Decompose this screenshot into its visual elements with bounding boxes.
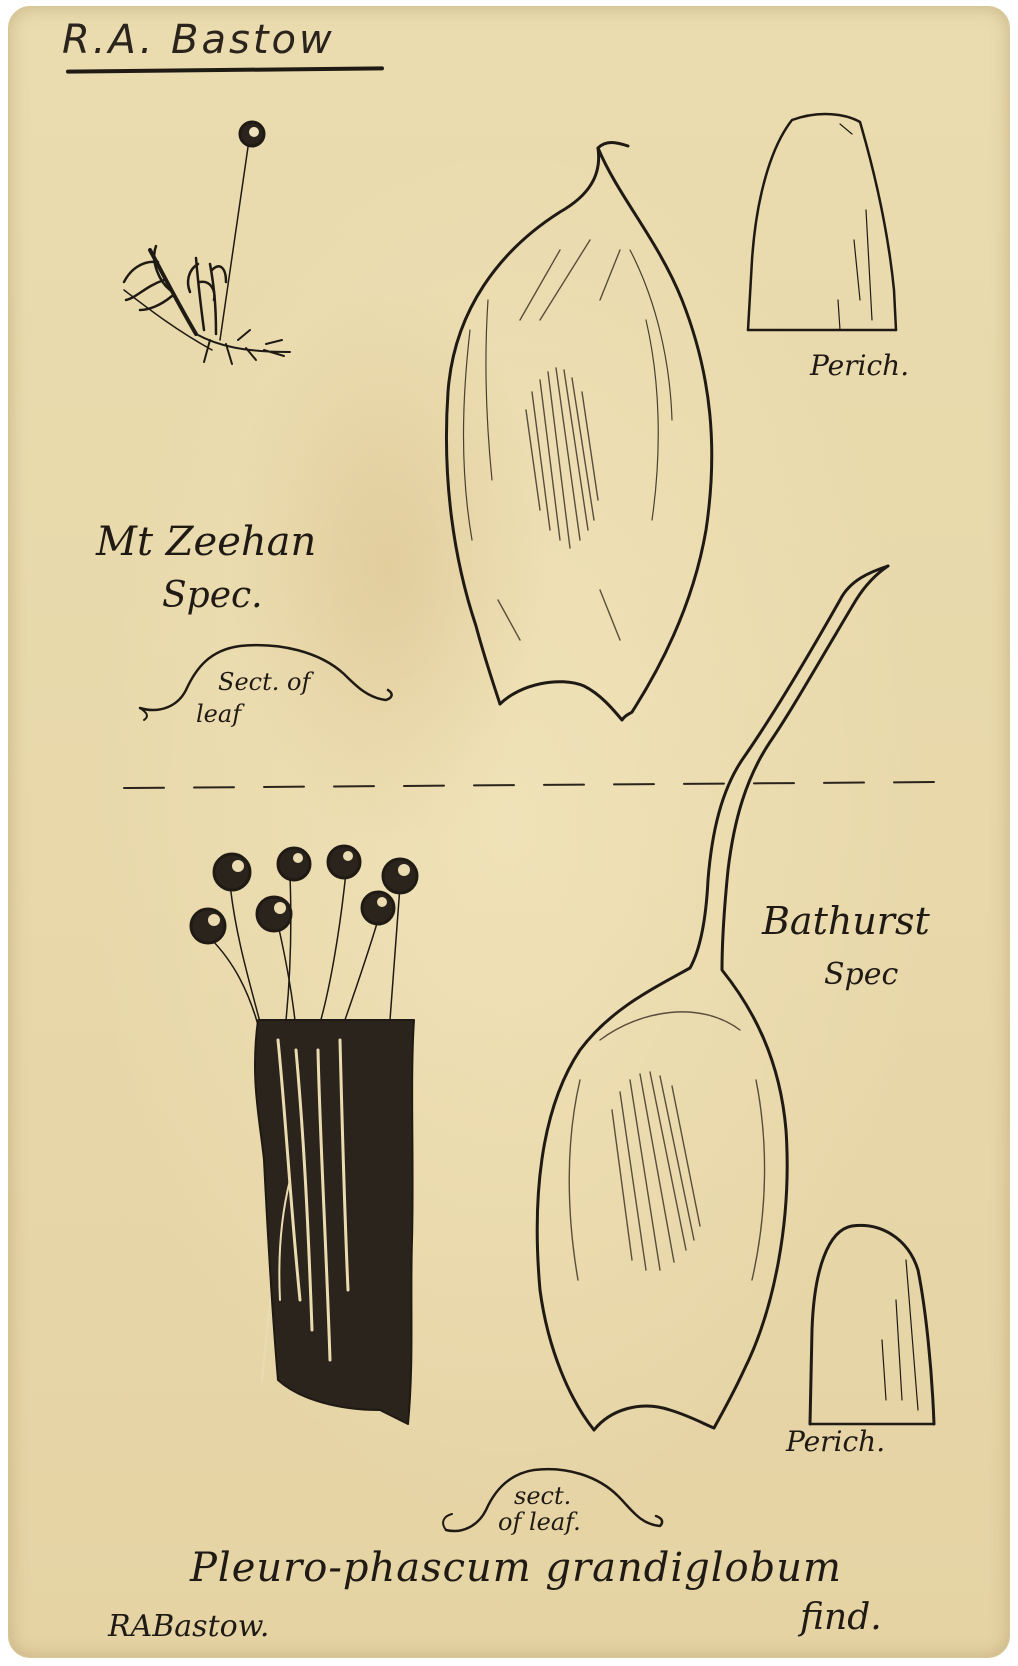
author-name: R.A. Bastow	[62, 17, 335, 63]
moss-plant-icon	[124, 122, 290, 364]
upper-location-label: Mt Zeehan	[96, 519, 317, 565]
perichaetial-leaf-icon	[810, 1225, 934, 1424]
perichaetial-leaf-icon	[748, 114, 896, 330]
signature: RABastow.	[108, 1609, 270, 1644]
lower-perich-label: Perich.	[786, 1425, 886, 1458]
lower-spec-label: Spec	[824, 957, 899, 992]
upper-perich-label: Perich.	[810, 349, 910, 382]
upper-section-label: Sect. of	[218, 668, 311, 696]
lower-section-label-line2: of leaf.	[498, 1508, 581, 1536]
leaf-with-awn-icon	[537, 566, 888, 1430]
divider-line	[124, 782, 940, 788]
lower-section-label: sect.	[514, 1482, 572, 1510]
species-name: Pleuro-phascum grandiglobum	[190, 1545, 842, 1591]
upper-section-label-line2: leaf	[196, 700, 242, 728]
lower-location-label: Bathurst	[762, 899, 930, 943]
leaf-outline-icon	[446, 143, 711, 721]
find-note: find.	[800, 1597, 882, 1638]
moss-tuft-icon	[191, 846, 417, 1424]
upper-spec-label: Spec.	[162, 575, 263, 616]
